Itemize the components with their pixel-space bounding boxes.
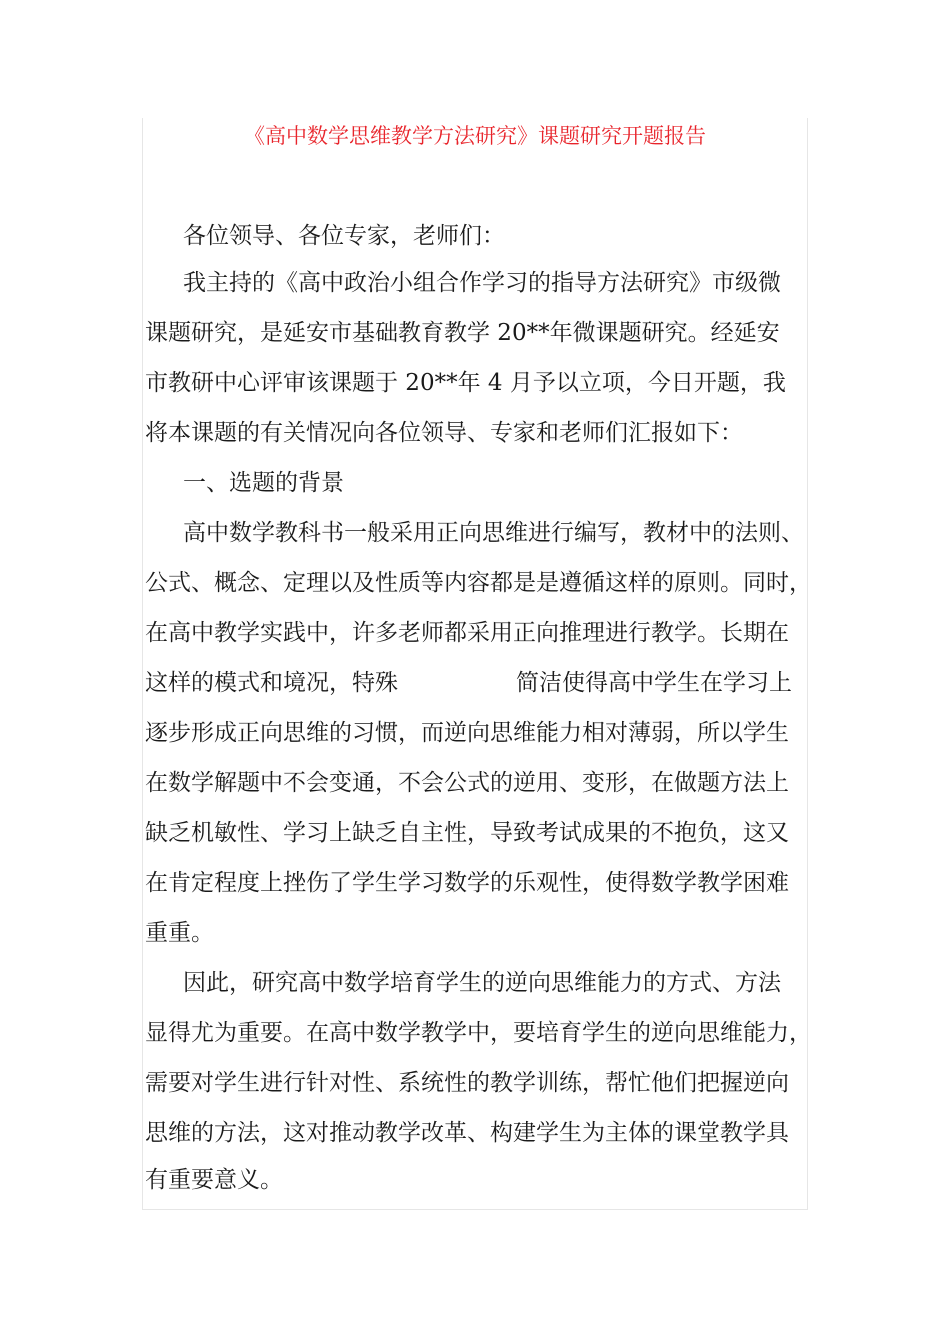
paragraph-background-line: 在高中教学实践中，许多老师都采用正向推理进行教学。长期在 <box>145 620 789 646</box>
paragraph-intro-line: 我主持的《高中政治小组合作学习的指导方法研究》市级微 <box>183 270 781 296</box>
paragraph-intro-line: 课题研究，是延安市基础教育教学 20**年微课题研究。经延安 <box>145 320 780 346</box>
paragraph-importance-line: 有重要意义。 <box>145 1167 283 1193</box>
paragraph-background-line: 缺乏机敏性、学习上缺乏自主性，导致考试成果的不抱负，这又 <box>145 820 789 846</box>
paragraph-background-line: 在肯定程度上挫伤了学生学习数学的乐观性，使得数学教学困难 <box>145 870 789 896</box>
paragraph-importance-line: 显得尤为重要。在高中数学教学中，要培育学生的逆向思维能力， <box>145 1020 812 1046</box>
paragraph-importance-line: 思维的方法，这对推动教学改革、构建学生为主体的课堂教学具 <box>145 1120 789 1146</box>
salutation: 各位领导、各位专家，老师们： <box>183 223 505 249</box>
paragraph-background-line: 高中数学教科书一般采用正向思维进行编写，教材中的法则、 <box>183 520 804 546</box>
paragraph-background-line: 重重。 <box>145 920 214 946</box>
paragraph-background-line <box>145 665 792 701</box>
paragraph-background-line: 在数学解题中不会变通，不会公式的逆用、变形，在做题方法上 <box>145 770 789 796</box>
paragraph-importance-line: 因此，研究高中数学培育学生的逆向思维能力的方式、方法 <box>183 970 781 996</box>
paragraph-intro-line: 将本课题的有关情况向各位领导、专家和老师们汇报如下： <box>145 420 743 446</box>
section-heading-background: 一、选题的背景 <box>183 470 344 496</box>
line-segment: 简洁使得高中学生在学习上 <box>516 670 792 696</box>
paragraph-intro-line: 市教研中心评审该课题于 20**年 4 月予以立项，今日开题，我 <box>145 370 786 396</box>
paragraph-background-line: 逐步形成正向思维的习惯，而逆向思维能力相对薄弱，所以学生 <box>145 720 789 746</box>
document-title: 《高中数学思维教学方法研究》课题研究开题报告 <box>244 124 706 148</box>
line-segment: 这样的模式和境况，特殊 <box>145 670 398 696</box>
paragraph-background-line: 公式、概念、定理以及性质等内容都是是遵循这样的原则。同时， <box>145 570 812 596</box>
paragraph-importance-line: 需要对学生进行针对性、系统性的教学训练，帮忙他们把握逆向 <box>145 1070 789 1096</box>
